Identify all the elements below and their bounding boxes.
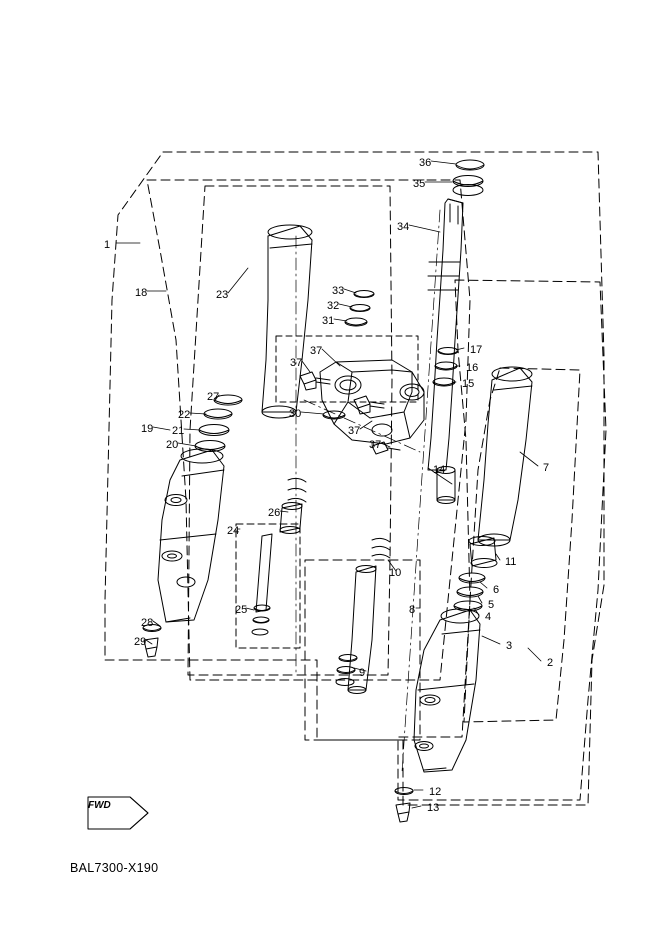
callout-number: 11 <box>505 556 517 568</box>
callout-number: 19 <box>141 423 154 435</box>
callout-number: 28 <box>141 617 154 629</box>
part-17-ring <box>438 348 458 355</box>
callout-number: 3 <box>506 640 513 652</box>
callout-number: 25 <box>235 604 248 616</box>
callout-number: 32 <box>327 300 340 312</box>
callout-number: 27 <box>207 391 220 403</box>
callout-number: 23 <box>216 289 229 301</box>
part-24-rod <box>256 534 272 612</box>
callout-number: 7 <box>543 462 550 474</box>
part-33-ring <box>354 291 374 298</box>
callout-number: 9 <box>359 667 366 679</box>
group-boundary-1 <box>105 152 604 805</box>
callout-number: 15 <box>462 378 475 390</box>
group-boundary-8 <box>305 560 420 740</box>
centerline-cross <box>304 400 420 452</box>
callout-number: 37 <box>348 425 361 437</box>
callout-number: 14 <box>433 464 446 476</box>
callout-number: 12 <box>429 786 442 798</box>
part-26-spring <box>288 478 306 502</box>
callout-number: 10 <box>389 567 402 579</box>
part-9-rings <box>336 655 357 686</box>
callout-number: 35 <box>413 178 426 190</box>
part-25-rings <box>252 605 270 635</box>
part-code-label: BAL7300-X190 <box>70 861 159 875</box>
callout-number: 21 <box>172 425 185 437</box>
callout-number: 22 <box>178 409 191 421</box>
callout-number: 37 <box>290 357 303 369</box>
callout-number: 31 <box>322 315 335 327</box>
callout-number: 26 <box>268 507 281 519</box>
callout-number: 6 <box>493 584 500 596</box>
callout-number: 37 <box>369 439 382 451</box>
fwd-direction-label: FWD <box>88 800 111 811</box>
callout-number: 30 <box>289 408 302 420</box>
callout-number: 5 <box>488 599 495 611</box>
group-boundary-23 <box>188 186 392 675</box>
callout-number: 33 <box>332 285 345 297</box>
part-19-outer-tube <box>158 450 224 622</box>
callout-number: 1 <box>104 239 111 251</box>
part-10-spring <box>372 538 390 558</box>
callout-number: 17 <box>470 344 483 356</box>
centerline-right-fork <box>402 210 440 772</box>
callout-number: 18 <box>135 287 148 299</box>
callout-number: 16 <box>466 362 479 374</box>
callout-number: 29 <box>134 636 147 648</box>
callout-number: 8 <box>409 604 416 616</box>
callout-number: 36 <box>419 157 432 169</box>
part-7-inner-tube <box>478 368 532 540</box>
callout-number: 4 <box>485 611 492 623</box>
part-32-ring <box>350 305 370 312</box>
callout-number: 37 <box>310 345 323 357</box>
callout-number: 24 <box>227 525 240 537</box>
callout-number: 34 <box>397 221 410 233</box>
callout-number: 13 <box>427 802 440 814</box>
callout-number: 20 <box>166 439 179 451</box>
callout-number: 2 <box>547 657 554 669</box>
